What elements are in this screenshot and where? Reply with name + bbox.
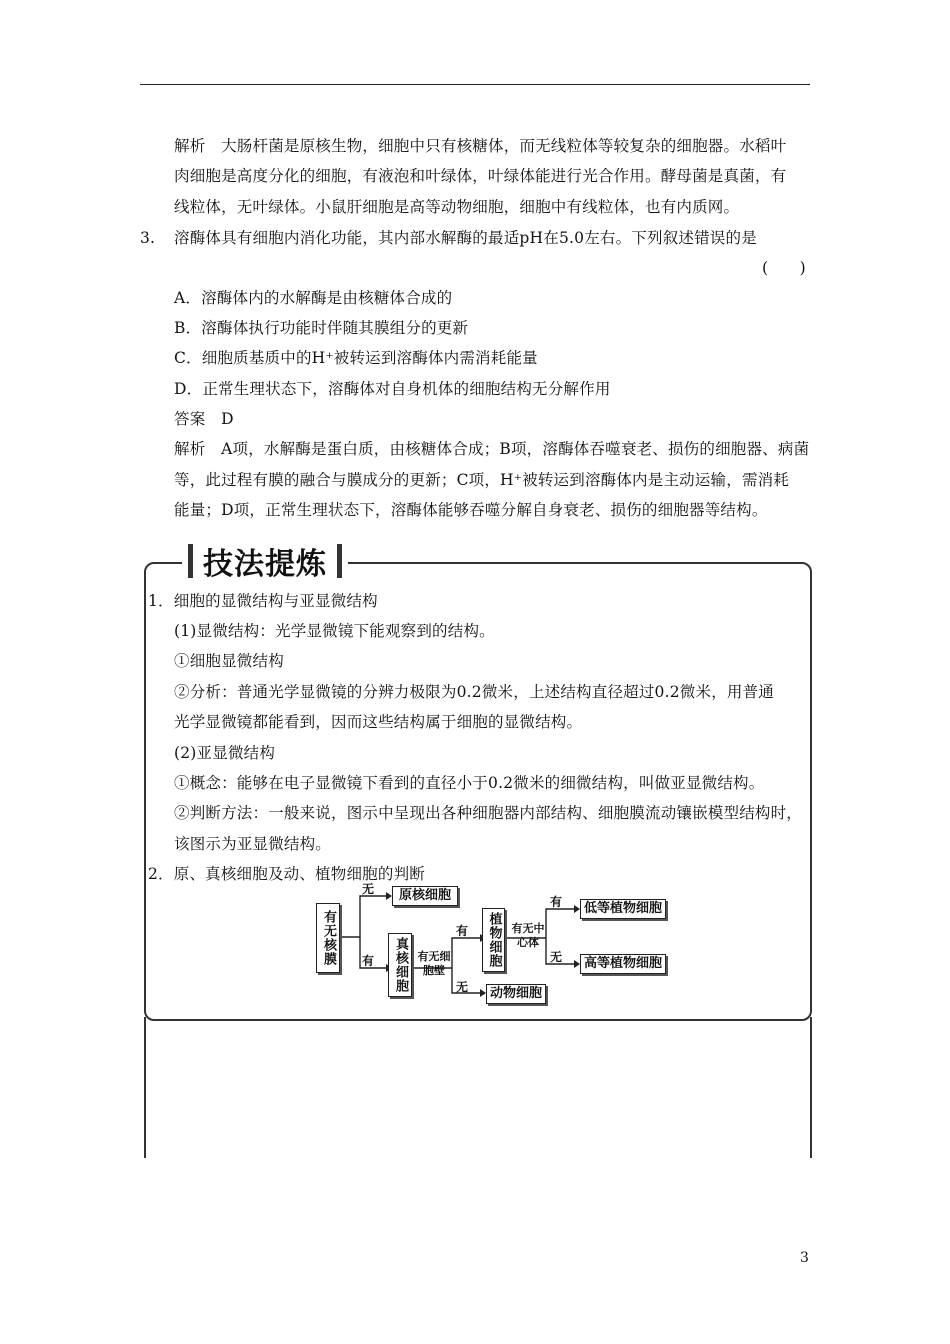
label-centriole-yes: 有 bbox=[550, 895, 563, 909]
tips-sub-2b-line1: ②判断方法：一般来说，图示中呈现出各种细胞器内部结构、细胞膜流动镶嵌模型结构时， bbox=[174, 804, 803, 822]
header-rule bbox=[140, 84, 810, 85]
node-eukaryote: 真核细胞 bbox=[388, 933, 412, 997]
q3-analysis-line2: 等，此过程有膜的融合与膜成分的更新；C项，H⁺被转运到溶酶体内是主动运输，需消耗 bbox=[174, 471, 790, 489]
node-plant-cell: 植物细胞 bbox=[482, 908, 505, 972]
tips-sub-2b-line2: 该图示为亚显微结构。 bbox=[174, 835, 332, 853]
q2-analysis-line1: 解析 大肠杆菌是原核生物，细胞中只有核糖体，而无线粒体等较复杂的细胞器。水稻叶 bbox=[174, 137, 787, 155]
q3-analysis-line1: 解析 A项，水解酶是蛋白质，由核糖体合成；B项，溶酶体吞噬衰老、损伤的细胞器、病菌 bbox=[174, 440, 810, 458]
node-lower-plant-cell: 低等植物细胞 bbox=[580, 899, 666, 919]
q3-stem: 溶酶体具有细胞内消化功能，其内部水解酶的最适pH在5.0左右。下列叙述错误的是 bbox=[174, 229, 757, 247]
label-cell-wall-question: 有无细胞壁 bbox=[417, 950, 451, 977]
tips-sub-1: (1)显微结构：光学显微镜下能观察到的结构。 bbox=[174, 622, 495, 640]
tips-sub-1b-line2: 光学显微镜都能看到，因而这些结构属于细胞的显微结构。 bbox=[174, 713, 583, 731]
label-no-membrane: 无 bbox=[362, 882, 375, 896]
node-prokaryote: 原核细胞 bbox=[392, 886, 458, 906]
page-number: 3 bbox=[800, 1250, 809, 1266]
q2-analysis-line3: 线粒体，无叶绿体。小鼠肝细胞是高等动物细胞，细胞中有线粒体，也有内质网。 bbox=[174, 198, 740, 216]
q2-analysis-line2: 肉细胞是高度分化的细胞，有液泡和叶绿体，叶绿体能进行光合作用。酵母菌是真菌，有 bbox=[174, 167, 787, 185]
tips-heading-1: 1．细胞的显微结构与亚显微结构 bbox=[148, 592, 378, 610]
q3-option-c: C．细胞质基质中的H⁺被转运到溶酶体内需消耗能量 bbox=[174, 349, 538, 367]
tips-sub-2: (2)亚显微结构 bbox=[174, 744, 276, 762]
title-right-bar bbox=[337, 544, 342, 578]
section-title-bar bbox=[182, 541, 348, 581]
label-centriole-question: 有无中心体 bbox=[511, 922, 545, 949]
tips-heading-2: 2．原、真核细胞及动、植物细胞的判断 bbox=[148, 865, 425, 883]
tips-sub-1a: ①细胞显微结构 bbox=[174, 652, 284, 670]
q3-option-b: B．溶酶体执行功能时伴随其膜组分的更新 bbox=[174, 319, 469, 337]
label-centriole-no: 无 bbox=[550, 950, 563, 964]
q3-option-d: D．正常生理状态下，溶酶体对自身机体的细胞结构无分解作用 bbox=[174, 380, 611, 398]
q3-option-a: A．溶酶体内的水解酶是由核糖体合成的 bbox=[174, 289, 453, 307]
q3-number: 3. bbox=[140, 229, 156, 247]
q3-answer-bracket: ( ) bbox=[762, 259, 806, 277]
title-left-bar bbox=[188, 544, 193, 578]
q3-answer: 答案 D bbox=[174, 410, 234, 428]
tips-sub-2a: ①概念：能够在电子显微镜下看到的直径小于0.2微米的细微结构，叫做亚显微结构。 bbox=[174, 774, 765, 792]
node-higher-plant-cell: 高等植物细胞 bbox=[580, 954, 666, 974]
q3-analysis-line3: 能量；D项，正常生理状态下，溶酶体能够吞噬分解自身衰老、损伤的细胞器等结构。 bbox=[174, 501, 768, 519]
label-cell-wall-yes: 有 bbox=[456, 924, 469, 938]
label-has-membrane: 有 bbox=[362, 954, 375, 968]
tips-sub-1b-line1: ②分析：普通光学显微镜的分辨力极限为0.2微米，上述结构直径超过0.2微米，用普通 bbox=[174, 683, 775, 701]
section-title: 技法提炼 bbox=[203, 547, 327, 582]
node-nuclear-membrane: 有无核膜 bbox=[316, 903, 340, 973]
node-animal-cell: 动物细胞 bbox=[486, 984, 546, 1004]
tips-box-extension bbox=[144, 1017, 812, 1158]
label-cell-wall-no: 无 bbox=[456, 980, 469, 994]
